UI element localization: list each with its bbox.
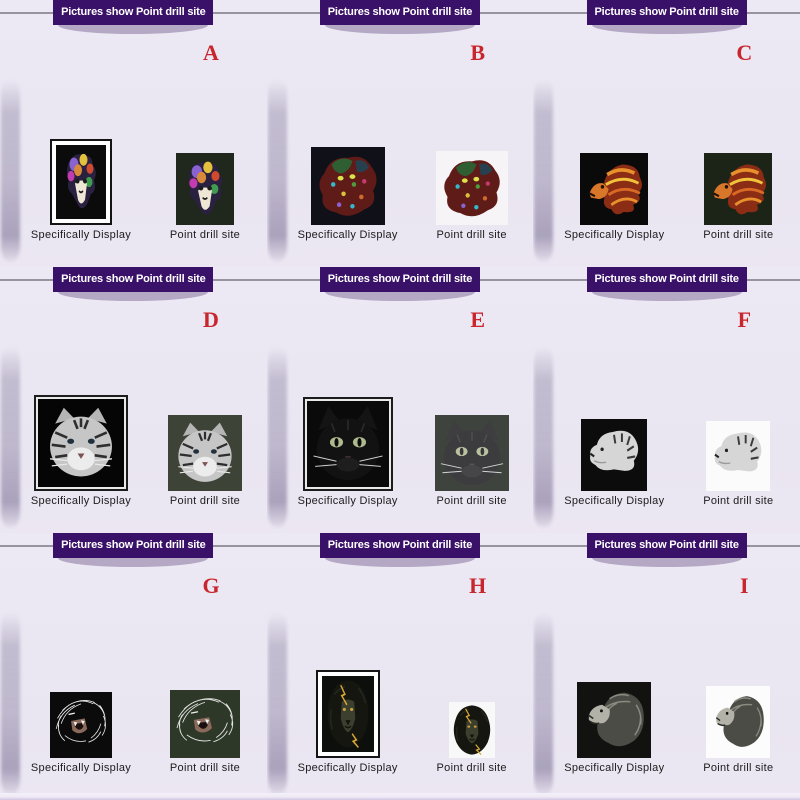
panel-letter: H (469, 573, 487, 599)
drill-figure (415, 151, 529, 241)
display-image-fiery-lion (580, 153, 648, 225)
display-label: Specifically Display (30, 495, 132, 508)
banner-text: Pictures show Point drill site (61, 272, 206, 285)
display-image-gray-lion (577, 682, 651, 758)
display-image-colorful-leopard (311, 147, 385, 225)
drill-label: Point drill site (169, 228, 241, 241)
panel-letter: F (737, 306, 752, 332)
drill-label: Point drill site (703, 761, 774, 774)
display-label: Specifically Display (564, 761, 665, 774)
display-figure (549, 153, 679, 241)
drill-figure (681, 686, 795, 774)
banner-text: Pictures show Point drill site (327, 6, 473, 18)
display-figure (549, 419, 679, 507)
drill-figure (148, 690, 262, 774)
banner-text: Pictures show Point drill site (594, 6, 739, 18)
display-label: Specifically Display (564, 495, 665, 508)
drill-image-sketch-lion (170, 690, 240, 758)
drill-figure (415, 415, 529, 507)
banner (587, 267, 747, 292)
display-figure (16, 395, 146, 507)
drill-label: Point drill site (703, 495, 774, 508)
banner-text: Pictures show Point drill site (327, 272, 473, 285)
bottom-edge-strip (0, 793, 800, 800)
panel-e (267, 267, 534, 534)
drill-figure (681, 421, 795, 507)
display-label: Specifically Display (297, 495, 398, 508)
panel-a (0, 0, 267, 267)
panel-g (0, 533, 267, 800)
display-label: Specifically Display (564, 228, 665, 241)
banner-text: Pictures show Point drill site (61, 539, 206, 552)
banner-text: Pictures show Point drill site (594, 272, 739, 285)
drill-label: Point drill site (436, 228, 507, 241)
panel-letter: E (470, 306, 485, 332)
panel-letter: C (736, 40, 753, 65)
drill-image-colorful-tiger (176, 153, 234, 225)
display-label: Specifically Display (297, 228, 398, 241)
drill-image-white-tiger (168, 415, 242, 491)
display-figure (283, 397, 413, 507)
panel-letter: B (470, 40, 485, 65)
banner (587, 533, 747, 558)
drill-figure (148, 415, 262, 507)
panel-letter: G (202, 573, 220, 599)
display-label: Specifically Display (297, 761, 398, 774)
panel-h (267, 533, 534, 800)
banner (320, 267, 480, 292)
panel-i (533, 533, 800, 800)
panel-d (0, 267, 267, 534)
panel-letter: D (203, 306, 219, 332)
drill-image-white-tiger-profile (706, 421, 770, 491)
display-figure (283, 670, 413, 774)
banner (53, 0, 213, 25)
drill-label: Point drill site (169, 761, 241, 774)
banner-text: Pictures show Point drill site (594, 539, 739, 552)
drill-image-colorful-leopard (436, 151, 508, 225)
drill-image-cat-face (435, 415, 509, 491)
display-label: Specifically Display (30, 228, 132, 241)
display-figure (549, 682, 679, 774)
banner (53, 533, 213, 558)
panel-b (267, 0, 534, 267)
display-label: Specifically Display (30, 761, 132, 774)
drill-label: Point drill site (436, 761, 507, 774)
banner-text: Pictures show Point drill site (327, 539, 473, 552)
banner (53, 267, 213, 292)
panel-f (533, 267, 800, 534)
panel-letter: I (740, 573, 749, 599)
banner (320, 0, 480, 25)
drill-image-gray-lion (706, 686, 770, 758)
display-image-dark-lion-lightning (316, 670, 380, 758)
drill-image-fiery-lion (704, 153, 772, 225)
banner-text: Pictures show Point drill site (61, 6, 206, 18)
banner (320, 533, 480, 558)
drill-image-dark-lion-head (449, 702, 495, 758)
drill-label: Point drill site (436, 495, 507, 508)
display-image-colorful-tiger (50, 139, 112, 225)
drill-label: Point drill site (703, 228, 774, 241)
drill-label: Point drill site (169, 495, 241, 508)
display-figure (283, 147, 413, 241)
display-image-cat-face (303, 397, 393, 491)
display-image-white-tiger (34, 395, 128, 491)
drill-figure (415, 702, 529, 774)
banner (587, 0, 747, 25)
display-image-sketch-lion (50, 692, 112, 758)
panel-letter: A (203, 40, 219, 65)
display-image-white-tiger-profile (581, 419, 647, 491)
drill-figure (681, 153, 795, 241)
display-figure (16, 692, 146, 774)
panel-c (533, 0, 800, 267)
display-figure (16, 139, 146, 241)
drill-figure (148, 153, 262, 241)
